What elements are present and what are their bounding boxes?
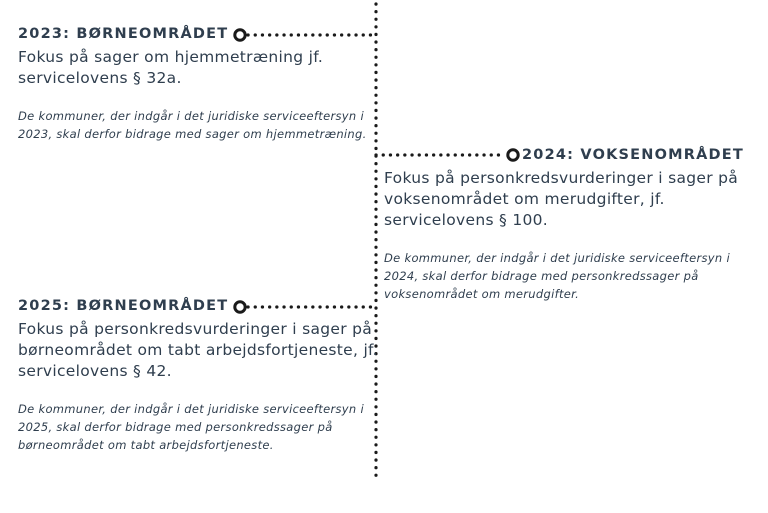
entry-note-2023: De kommuner, der indgår i det juridiske serviceeftersyn i 2023, skal derfor bidrage med sager om hjemmetræning.	[18, 109, 367, 141]
timeline-entry-2023	[18, 26, 368, 143]
entry-title-2024: 2024: VOKSENOMRÅDET	[522, 147, 744, 163]
timeline-entry-2024	[384, 147, 759, 303]
entry-body-2023: Fokus på sager om hjemmetræning jf. servicelovens § 32a.	[18, 48, 324, 87]
entry-body-2025: Fokus på personkredsvurderinger i sager på børneområdet om tabt arbejdsfortjeneste, jf. servicelovens § 42.	[18, 320, 378, 380]
entry-title-2025: 2025: BØRNEOMRÅDET	[18, 298, 229, 314]
entry-body-2024: Fokus på personkredsvurderinger i sager på voksenområdet om merudgifter, jf. servicelovens § 100.	[384, 169, 739, 229]
timeline-entry-2025	[18, 298, 378, 454]
entry-note-2024: De kommuner, der indgår i det juridiske serviceeftersyn i 2024, skal derfor bidrage med personkredssager på voksenområdet om merudgifter.	[384, 251, 730, 301]
entry-title-2023: 2023: BØRNEOMRÅDET	[18, 26, 229, 42]
entry-note-2025: De kommuner, der indgår i det juridiske serviceeftersyn i 2025, skal derfor bidrage med personkredssager på børneområdet om tabt arbejdsfortjeneste.	[18, 402, 364, 452]
